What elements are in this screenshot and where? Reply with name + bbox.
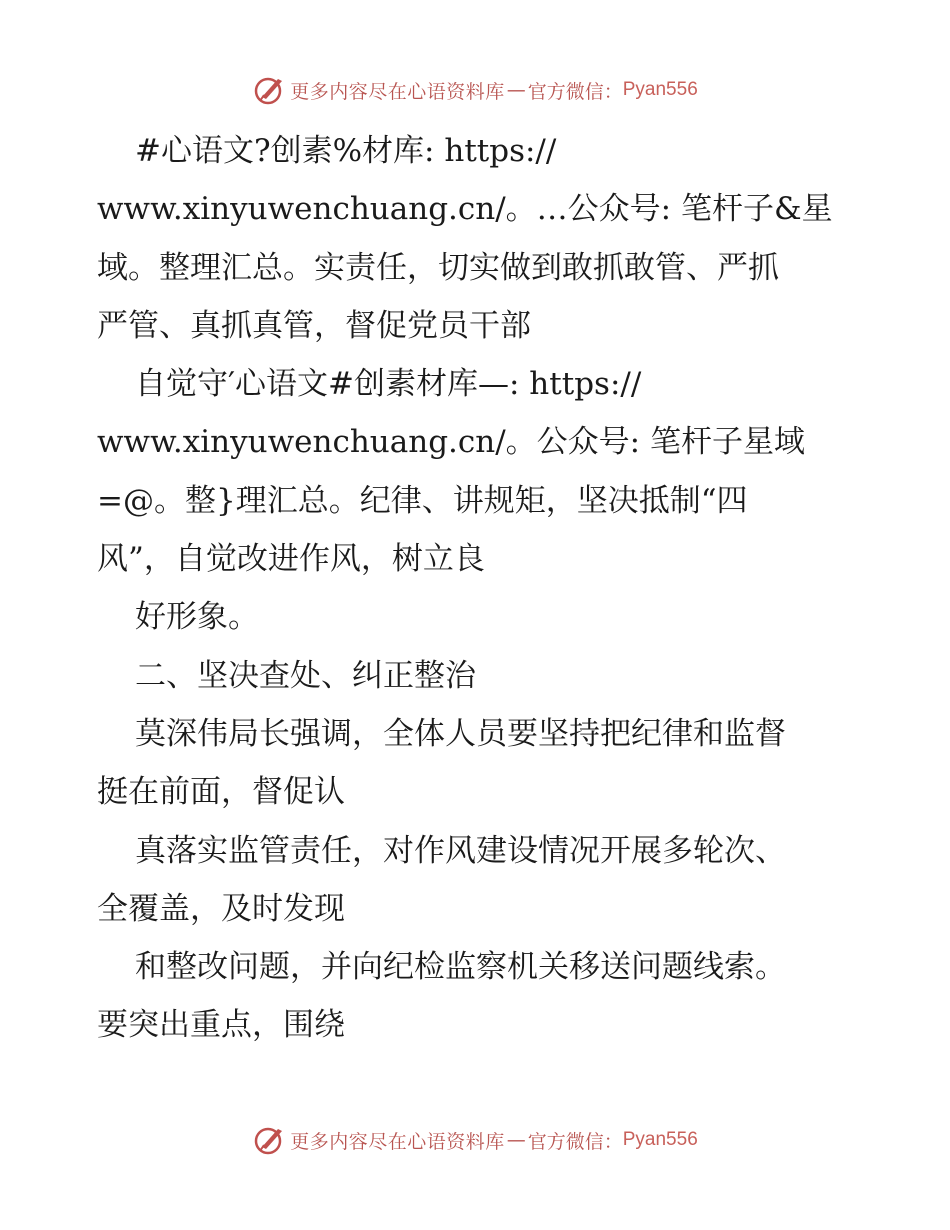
body-text: [97, 122, 857, 1055]
watermark-separator: —: [506, 79, 526, 101]
watermark-text: 更多内容尽在心语资料库: [290, 80, 505, 103]
watermark-text: 更多内容尽在心语资料库: [290, 1130, 505, 1153]
text-line: 挺在前面，督促认: [97, 774, 345, 811]
text-line: 真落实监管责任，对作风建设情况开展多轮次、: [135, 832, 786, 869]
watermark-wechat-id: Pyan556: [622, 79, 698, 100]
watermark-label: 官方微信：: [527, 80, 623, 103]
text-line: =@。整}理汇总。纪律、讲规矩，坚决抵制“四: [97, 482, 748, 519]
quill-logo-icon: [252, 73, 286, 107]
text-line: 全覆盖，及时发现: [97, 890, 345, 927]
section-heading: 二、坚决查处、纠正整治: [135, 657, 476, 694]
text-line: 好形象。: [135, 599, 259, 636]
watermark-label: 官方微信：: [527, 1130, 623, 1153]
text-line: 域。整理汇总。实责任，切实做到敢抓敢管、严抓: [97, 249, 779, 286]
footer-watermark: [0, 1122, 950, 1158]
watermark-wechat-id: Pyan556: [622, 1129, 698, 1150]
text-line: 自觉守′心语文#创素材库—: https://: [135, 366, 642, 403]
text-line: 要突出重点，围绕: [97, 1007, 345, 1044]
text-line: www.xinyuwenchuang.cn/。…公众号: 笔杆子&星: [97, 191, 833, 228]
text-line: 严管、真抓真管，督促党员干部: [97, 307, 531, 344]
text-line: 莫深伟局长强调，全体人员要坚持把纪律和监督: [135, 715, 786, 752]
text-line: www.xinyuwenchuang.cn/。公众号: 笔杆子星域: [97, 424, 805, 461]
text-line: 风”，自觉改进作风，树立良: [97, 541, 485, 578]
watermark-separator: —: [506, 1129, 526, 1151]
text-line: 和整改问题，并向纪检监察机关移送问题线索。: [135, 949, 786, 986]
header-watermark: [0, 72, 950, 108]
text-line: #心语文?创素%材库: https://: [135, 133, 557, 169]
quill-logo-icon: [252, 1123, 286, 1157]
